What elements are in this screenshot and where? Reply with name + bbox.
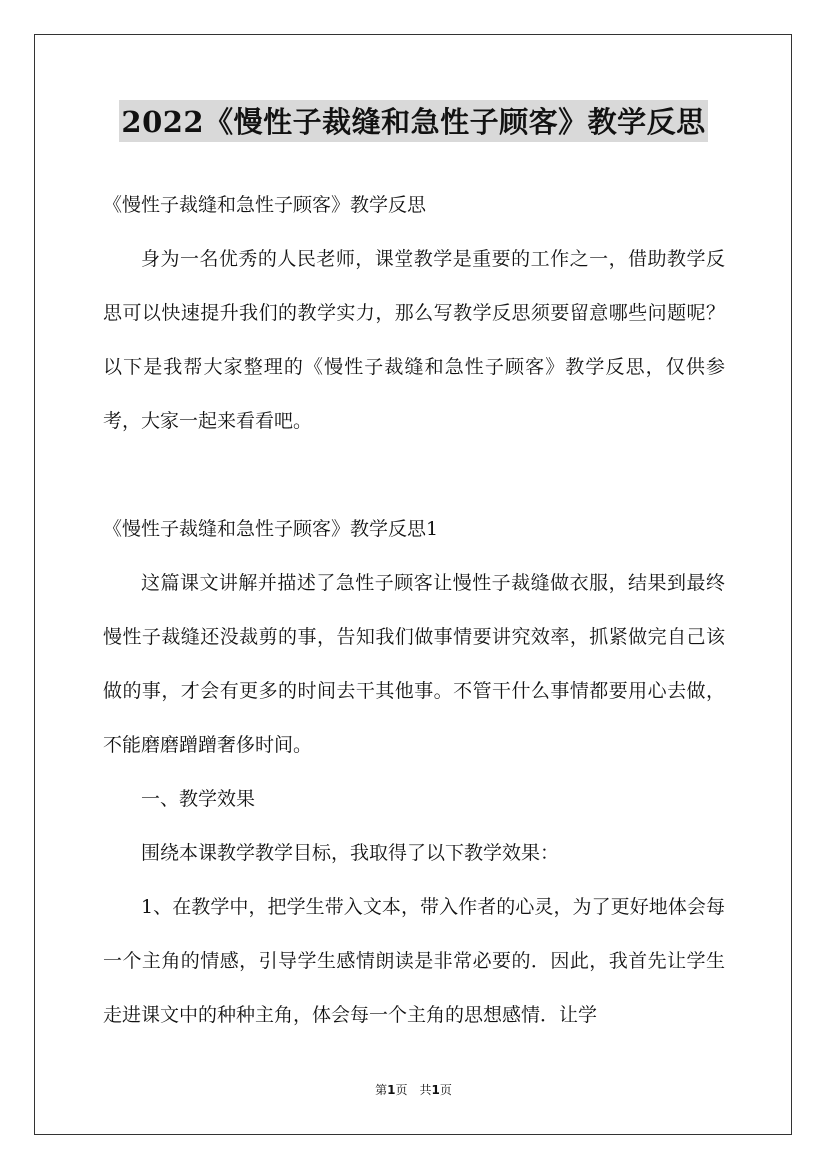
body-paragraph: 这篇课文讲解并描述了急性子顾客让慢性子裁缝做衣服，结果到最终慢性子裁缝还没裁剪的事，告知我们做事情要讲究效率，抓紧做完自己该做的事，才会有更多的时间去干其他事。不管干什么事情都要用心去做，不能磨磨蹭蹭奢侈时间。 (103, 572, 725, 756)
document-body (103, 178, 725, 1042)
body-paragraph: 1、在教学中，把学生带入文本，带入作者的心灵，为了更好地体会每一个主角的情感，引导学生感情朗读是非常必要的．因此，我首先让学生走进课文中的种种主角，体会每一个主角的思想感情．让学 (103, 896, 725, 1026)
section-heading: 《慢性子裁缝和急性子顾客》教学反思1 (103, 518, 439, 540)
footer-mid: 页 共 (395, 1083, 432, 1097)
body-paragraph: 围绕本课教学教学目标，我取得了以下教学效果： (141, 842, 560, 864)
page-footer (0, 1082, 827, 1098)
paragraph-gap (103, 448, 725, 502)
page-total: 1 (431, 1083, 440, 1097)
title-area (0, 100, 827, 142)
subtitle-paragraph: 《慢性子裁缝和急性子顾客》教学反思 (103, 194, 427, 216)
subsection-heading: 一、教学效果 (141, 788, 256, 810)
intro-paragraph: 身为一名优秀的人民老师，课堂教学是重要的工作之一，借助教学反思可以快速提升我们的教学实力，那么写教学反思须要留意哪些问题呢？以下是我帮大家整理的《慢性子裁缝和急性子顾客》教学反思，仅供参考，大家一起来看看吧。 (103, 248, 725, 432)
page-number: 1 (387, 1083, 396, 1097)
footer-prefix: 第 (375, 1083, 388, 1097)
footer-suffix: 页 (439, 1083, 452, 1097)
document-title: 2022《慢性子裁缝和急性子顾客》教学反思 (119, 100, 707, 142)
